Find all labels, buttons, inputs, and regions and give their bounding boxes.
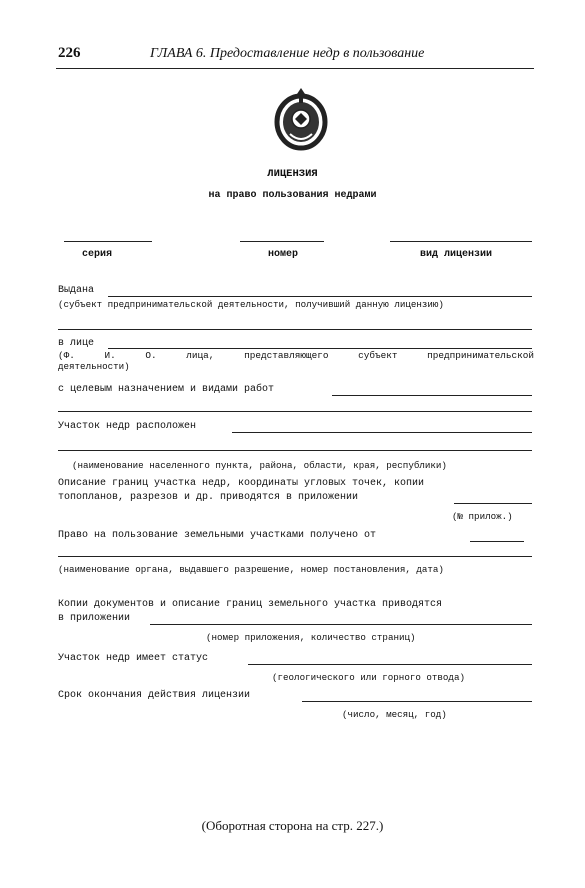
issued-label: Выдана: [58, 285, 95, 296]
person-note-tail: деятельности): [58, 361, 130, 372]
number-field[interactable]: [240, 241, 324, 242]
status-note: (геологического или горного отвода): [272, 672, 465, 683]
person-note-word: И.: [104, 350, 116, 361]
expiry-field[interactable]: [302, 701, 532, 702]
location-field[interactable]: [232, 432, 532, 433]
person-note-word: предпринимательской: [427, 350, 534, 361]
person-note-word: О.: [145, 350, 157, 361]
boundaries-text-line2: топопланов, разрезов и др. приводятся в приложении: [58, 492, 359, 503]
issued-field-line2[interactable]: [58, 329, 532, 330]
expiry-label: Срок окончания действия лицензии: [58, 690, 251, 701]
issued-field[interactable]: [108, 296, 532, 297]
issued-note: (субъект предпринимательской деятельности, получивший данную лицензию): [58, 299, 444, 310]
person-note: [58, 350, 534, 361]
chapter-title: ГЛАВА 6. Предоставление недр в пользование: [150, 46, 425, 61]
appendix-number-field[interactable]: [454, 503, 532, 504]
purpose-label: с целевым назначением и видами работ: [58, 384, 275, 395]
expiry-note: (число, месяц, год): [342, 709, 447, 720]
type-label: вид лицензии: [420, 249, 493, 260]
land-right-note: (наименование органа, выдавшего разрешение, номер постановления, дата): [58, 564, 444, 575]
location-field-line2[interactable]: [58, 450, 532, 451]
land-right-label: Право на пользование земельными участками получено от: [58, 530, 377, 541]
person-label: в лице: [58, 338, 95, 349]
type-field[interactable]: [390, 241, 532, 242]
purpose-field-line2[interactable]: [58, 411, 532, 412]
appendix-number-note: (№ прилож.): [452, 511, 513, 522]
status-label: Участок недр имеет статус: [58, 653, 209, 664]
person-note-word: субъект: [358, 350, 398, 361]
land-right-field[interactable]: [470, 541, 524, 542]
header-rule: [56, 68, 534, 69]
location-note: (наименование населенного пункта, района, области, края, республики): [72, 460, 447, 471]
boundaries-text-line1: Описание границ участка недр, координаты угловых точек, копии: [58, 478, 425, 489]
status-field[interactable]: [248, 664, 532, 665]
copies-text-line2: в приложении: [58, 613, 131, 624]
reverse-side-note: (Оборотная сторона на стр. 227.): [201, 818, 384, 833]
state-emblem-icon: [268, 86, 334, 152]
series-field[interactable]: [64, 241, 152, 242]
person-field[interactable]: [108, 348, 532, 349]
person-note-word: лица,: [186, 350, 215, 361]
land-right-field-line2[interactable]: [58, 556, 532, 557]
license-subtitle: на право пользования недрами: [208, 190, 377, 201]
series-label: серия: [82, 249, 113, 260]
purpose-field[interactable]: [332, 395, 532, 396]
copies-text-line1: Копии документов и описание границ земельного участка приводятся: [58, 599, 443, 610]
page-number: 226: [58, 45, 81, 61]
location-label: Участок недр расположен: [58, 421, 197, 432]
copies-field[interactable]: [150, 624, 532, 625]
person-note-word: представляющего: [244, 350, 329, 361]
license-title: ЛИЦЕНЗИЯ: [267, 168, 318, 180]
person-note-word: (Ф.: [58, 350, 75, 361]
number-label: номер: [268, 249, 299, 260]
copies-note: (номер приложения, количество страниц): [206, 632, 416, 643]
